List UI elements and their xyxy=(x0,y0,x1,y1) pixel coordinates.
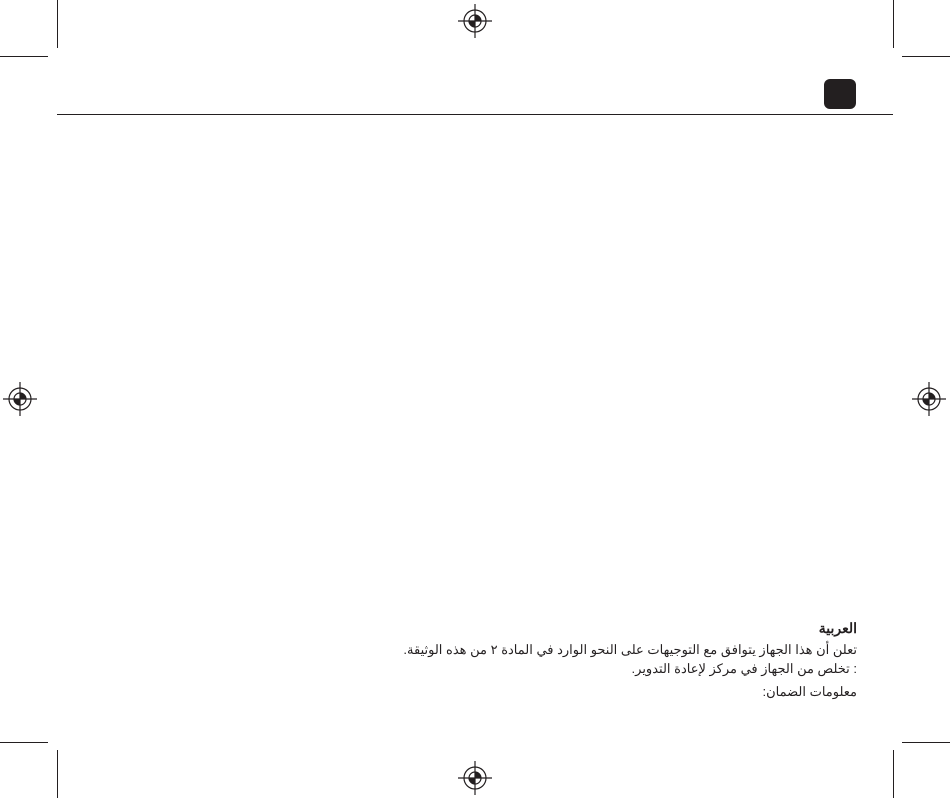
crop-mark-top-right-horizontal xyxy=(902,56,950,57)
warranty-paragraph: معلومات الضمان: xyxy=(762,684,857,699)
arabic-section xyxy=(300,618,857,701)
crop-mark-top-left-vertical xyxy=(57,0,58,48)
crop-mark-bottom-left-vertical xyxy=(57,750,58,798)
registration-mark-bottom-icon xyxy=(458,761,492,795)
registration-mark-right-icon xyxy=(912,382,946,416)
header-rule xyxy=(57,114,893,115)
crop-mark-bottom-right-horizontal xyxy=(902,742,950,743)
crop-mark-top-left-horizontal xyxy=(0,56,48,57)
registration-mark-left-icon xyxy=(3,382,37,416)
disposal-paragraph: : تخلص من الجهاز في مركز لإعادة التدوير. xyxy=(631,661,857,676)
crop-mark-top-right-vertical xyxy=(893,0,894,48)
page-tab-marker xyxy=(824,79,856,109)
section-heading: العربية xyxy=(818,620,857,636)
crop-mark-bottom-left-horizontal xyxy=(0,742,48,743)
crop-mark-bottom-right-vertical xyxy=(893,750,894,798)
registration-mark-top-icon xyxy=(458,4,492,38)
compliance-paragraph: تعلن أن هذا الجهاز يتوافق مع التوجيهات على النحو الوارد في المادة ٢ من هذه الوثيقة. xyxy=(403,642,857,657)
